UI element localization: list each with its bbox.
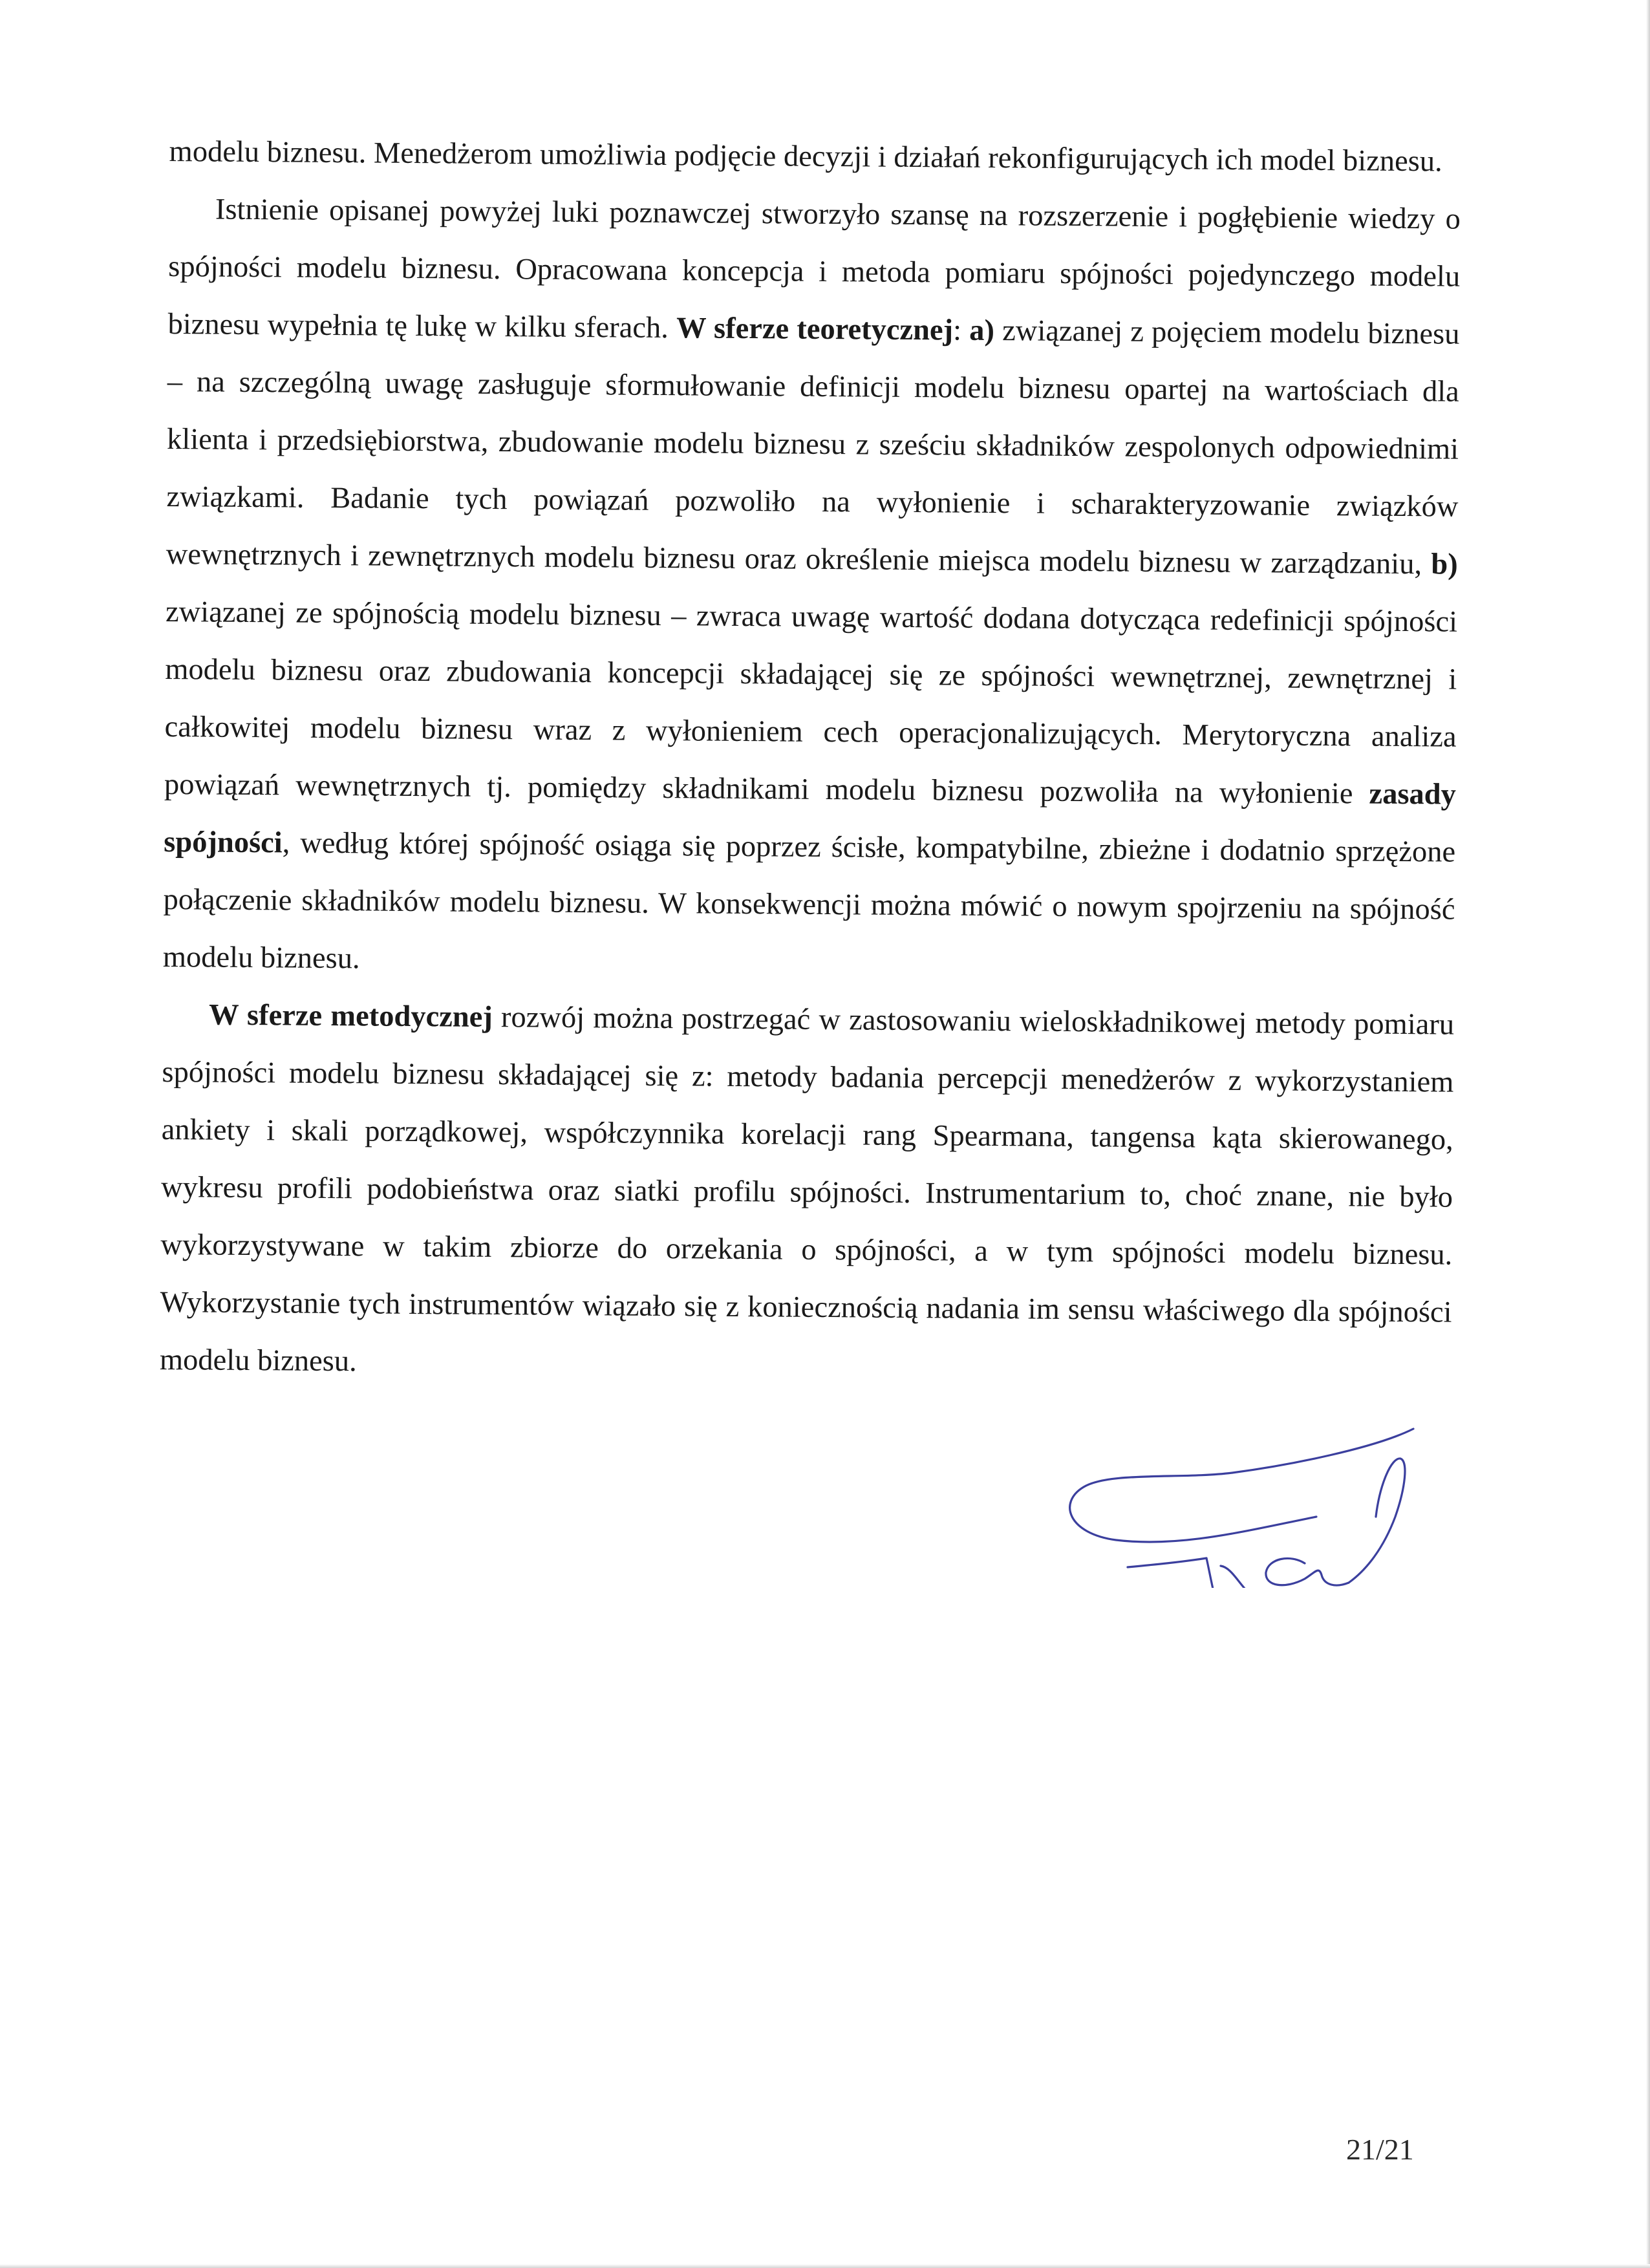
paragraph-1 bbox=[169, 123, 1461, 191]
paragraph-2-bold-theoretical: W sferze teoretycznej bbox=[676, 312, 954, 347]
paragraph-2-text-3: związanej z pojęciem modelu biznesu – na szczególną uwagę zasługuje sformułowanie definicji modelu biznesu opartej na wartościach dla klienta i przedsiębiorstwa, zbudowanie modelu biznesu z sześciu składników zespolonych odpowiednimi związkami. Badanie tych powiązań pozwoliło na wyłonienie i scharakteryzowanie związków wewnętrznych i zewnętrznych modelu biznesu oraz określenie miejsca modelu biznesu w zarządzaniu, bbox=[166, 314, 1460, 581]
paragraph-1-text: modelu biznesu. Menedżerom umożliwia podjęcie decyzji i działań rekonfigurujących ich model biznesu. bbox=[169, 134, 1442, 178]
page-edge-right bbox=[1646, 0, 1650, 2268]
handwritten-signature bbox=[1012, 1420, 1426, 1588]
paragraph-2 bbox=[163, 180, 1461, 996]
paragraph-3 bbox=[160, 986, 1455, 1399]
paragraph-2-bold-a: a) bbox=[969, 314, 995, 348]
page-edge-bottom bbox=[0, 2264, 1650, 2268]
page-number: 21/21 bbox=[1346, 2133, 1414, 2166]
paragraph-3-bold-methodical: W sferze metodycznej bbox=[208, 998, 493, 1034]
paragraph-2-text-4: związanej ze spójnością modelu biznesu – zwraca uwagę wartość dodana dotycząca redefinicji spójności modelu biznesu oraz zbudowania koncepcji składającej się ze spójności wewnętrznej, zewnętrznej i całkowitej modelu biznesu wraz z wyłonieniem cech operacjonalizujących. Merytoryczna analiza powiązań wewnętrznych tj. pomiędzy składnikami modelu biznesu pozwoliła na wyłonienie bbox=[164, 595, 1458, 811]
document-body bbox=[160, 123, 1461, 1399]
paragraph-2-text-1: Istnienie opisanej powyżej luki poznawczej stworzyło szansę na rozszerzenie i pogłębienie wiedzy o spójności modelu biznesu. Opracowana koncepcja i metoda pomiaru spójności pojedynczego modelu biznesu wypełnia tę lukę w kilku sferach. bbox=[167, 193, 1461, 345]
paragraph-2-text-2: : bbox=[952, 314, 970, 347]
paragraph-2-bold-b: b) bbox=[1431, 548, 1458, 581]
paragraph-2-bold-coherence-rule: zasady spójności bbox=[164, 777, 1457, 860]
paragraph-2-text-5: , według której spójność osiąga się poprzez ścisłe, kompatybilne, zbieżne i dodatnio sprzężone połączenie składników modelu biznesu. W konsekwencji można mówić o nowym spojrzeniu na spójność modelu biznesu. bbox=[162, 826, 1456, 976]
paragraph-3-text-1: rozwój można postrzegać w zastosowaniu wieloskładnikowej metody pomiaru spójności modelu biznesu składającej się z: metody badania percepcji menedżerów z wykorzystaniem ankiety i skali porządkowej, współczynnika korelacji rang Spearmana, tangensa kąta skierowanego, wykresu profili podobieństwa oraz siatki profilu spójności. Instrumentarium to, choć znane, nie było wykorzystywane w takim zbiorze do orzekania o spójności, a w tym spójności modelu biznesu. Wykorzystanie tych instrumentów wiązało się z koniecznością nadania im sensu właściwego dla spójności modelu biznesu. bbox=[159, 1000, 1455, 1378]
